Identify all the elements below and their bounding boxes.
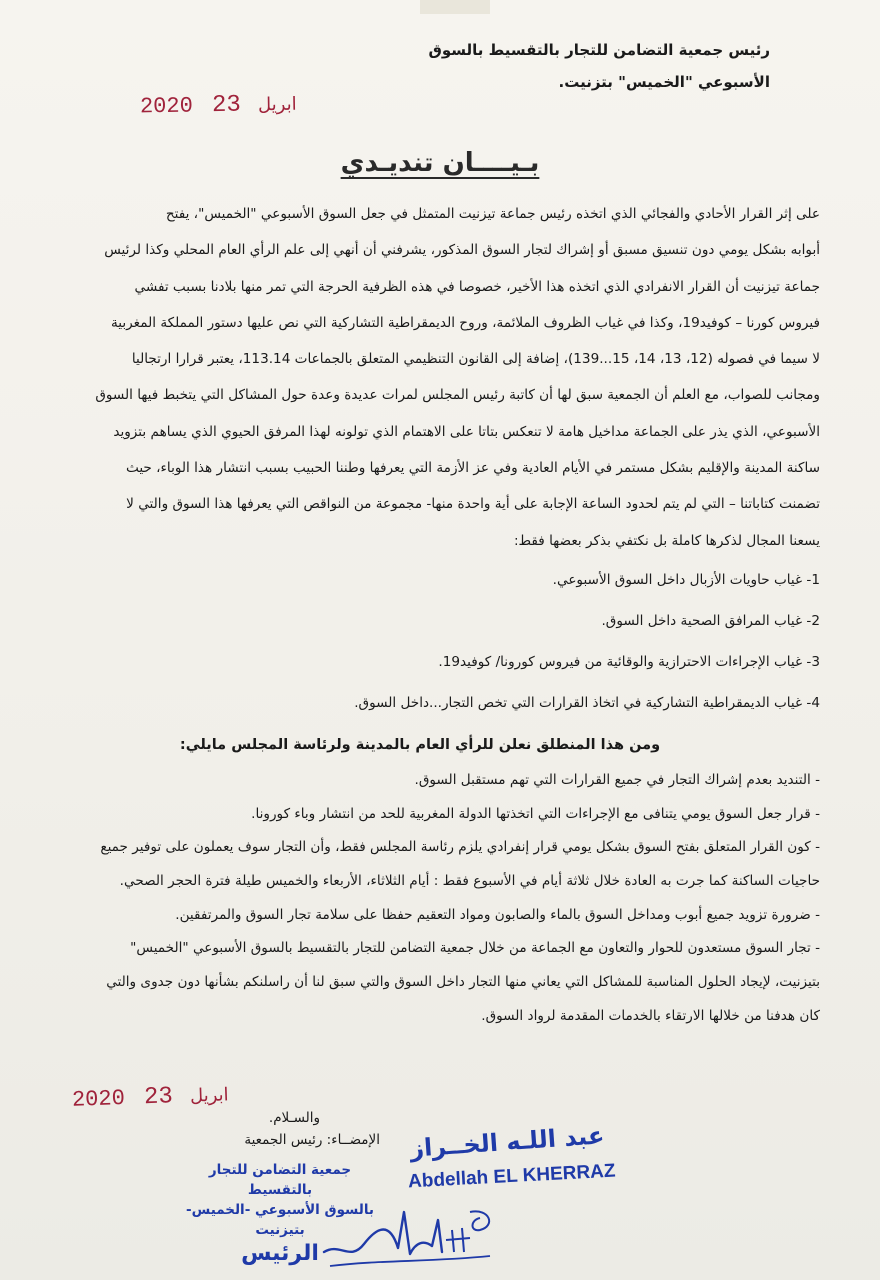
list-item: 4- غياب الديمقراطية التشاركية في اتخاذ القرارات التي تخص التجار...داخل السوق. — [354, 694, 820, 711]
text-line: - كون القرار المتعلق بفتح السوق بشكل يومي قرار إنفرادي يلزم رئاسة المجلس فقط، وأن التجار سوف يعملون على توفير جميع — [100, 839, 820, 856]
date-day: 23 — [211, 91, 242, 120]
letter-body — [60, 196, 820, 1033]
text-line: كان هدفنا من خلالها الارتقاء بالخدمات المقدمة لرواد السوق. — [481, 1007, 820, 1024]
signer-name-arabic: عبد اللـه الخــراز — [409, 1121, 606, 1163]
date-stamp — [72, 1081, 233, 1114]
text-line: جماعة تيزنيت أن القرار الانفرادي الذي اتخذه هذا الأخير، خصوصا في هذه الظرفية الحرجة التي تمر منها بلادنا بسبب تفشي — [134, 278, 820, 295]
list-item: 3- غياب الإجراءات الاحترازية والوقائية من فيروس كورونا/ كوفيد19. — [438, 653, 820, 670]
title-container — [0, 148, 880, 178]
header-line: رئيس جمعية التضامن للتجار بالتقسيط بالسوق — [428, 41, 770, 59]
text-line: أبوابه بشكل يومي دون تنسيق مسبق أو إشراك لتجار السوق المذكور، يشرفني أن أنهي إلى علم الرأي العام المحلي وكذا لرئيس — [104, 242, 820, 259]
date-day: 23 — [143, 1083, 174, 1112]
list-item: 2- غياب المرافق الصحية داخل السوق. — [601, 612, 820, 629]
stamp-line: بالسوق الأسبوعي -الخميس- — [186, 1202, 374, 1218]
text-line: فيروس كورنا – كوفيد19، وكذا في غياب الظروف الملائمة، وروح الديمقراطية التشاركية التي نص عليها دستور المملكة المغربية — [110, 314, 820, 331]
intro-paragraph — [60, 196, 820, 559]
text-line: يسعنا المجال لذكرها كاملة بل نكتفي بذكر بعضها فقط: — [513, 532, 820, 549]
text-line: تضمنت كتاباتنا – التي لم يتم لحدود الساعة الإجابة على أية واحدة منها- مجموعة من النواقص التي يعرفها هذا السوق والتي لا — [126, 496, 820, 513]
problems-list — [60, 560, 820, 724]
text-line: - التنديد بعدم إشراك التجار في جميع القرارات التي تهم مستقبل السوق. — [414, 771, 820, 788]
signer-name-latin: Abdellah EL KHERRAZ — [407, 1160, 616, 1193]
stamp-line: بتيزنيت — [255, 1222, 305, 1238]
announcement-heading: ومن هذا المنطلق نعلن للرأي العام بالمدينة ولرئاسة المجلس مايلي: — [179, 736, 661, 753]
header-line: الأسبوعي "الخميس" بتزنيت. — [558, 73, 770, 91]
signature-label: الإمضــاء: رئيس الجمعية — [244, 1132, 380, 1148]
text-line: ساكنة المدينة والإقليم بشكل مستمر في الأيام العادية وفي عز الأزمة التي يعرفها وطننا الحبيب بسبب انتشار هذا الوباء، حيث — [125, 460, 820, 477]
text-line: الأسبوعي، الذي يذر على الجماعة مداخيل هامة لا تنعكس بتاتا على الاهتمام الذي تولونه لهذا المرفق الحيوي الذي يساهم بتزويد — [113, 423, 820, 440]
closing-salutation: والسـلام. — [268, 1110, 320, 1126]
text-line: - تجار السوق مستعدون للحوار والتعاون مع الجماعة من خلال جمعية التضامن للتجار بالتقسيط بالسوق الأسبوعي "الخميس" — [130, 940, 820, 957]
text-line: لا سيما في فصوله (12، 13، 14، 15...139)، إضافة إلى القانون التنظيمي المتعلق بالجماعات 113.14، يعتبر قرارا ارتجاليا — [131, 351, 820, 368]
text-line: بتيزنيت، لإيجاد الحلول المناسبة للمشاكل التي يعاني منها التجار داخل السوق والتي سبق لنا أن راسلنكم بشأنها دون جدوى والتي — [106, 974, 820, 991]
text-line: على إثر القرار الأحادي والفجائي الذي اتخذه رئيس جماعة تيزنيت المتمثل في جعل السوق الأسبوعي "الخميس"، يفتح — [165, 206, 820, 222]
date-month: ابريل — [189, 1084, 229, 1107]
text-line: ومجانب للصواب، مع العلم أن الجمعية سبق لها أن كاتبة رئيس المجلس لمرات عديدة وعدة حول المشاكل التي يتخبط فيها السوق — [95, 387, 820, 404]
text-line: - ضرورة تزويد جميع أبوب ومداخل السوق بالماء والصابون ومواد التعقيم حفظا على سلامة تجار السوق والمرتفقين. — [175, 906, 820, 923]
demands-list — [60, 764, 820, 1034]
stamp-line: الرئيس — [241, 1241, 319, 1266]
tape-strip — [420, 0, 490, 14]
date-stamp — [140, 91, 301, 121]
date-year: 2020 — [139, 93, 194, 120]
date-year: 2020 — [71, 1085, 126, 1113]
list-item: 1- غياب حاويات الأزبال داخل السوق الأسبوعي. — [552, 571, 820, 588]
text-line: - قرار جعل السوق يومي يتنافى مع الإجراءات التي اتخذتها الدولة المغربية للحد من انتشار وباء كورونا. — [251, 805, 820, 822]
stamp-line: جمعية التضامن للتجار بالتقسيط — [208, 1162, 352, 1198]
document-title: بـيــــان تنديـدي — [340, 148, 540, 178]
date-month: ابريل — [257, 93, 297, 116]
handwritten-signature — [320, 1182, 500, 1272]
text-line: حاجيات الساكنة كما جرت به العادة خلال ثلاثة أيام في الأسبوع فقط : أيام الثلاثاء، الأربعاء والخميس طيلة فترة الحجر الصحي. — [119, 873, 820, 890]
letter-header — [350, 34, 770, 98]
